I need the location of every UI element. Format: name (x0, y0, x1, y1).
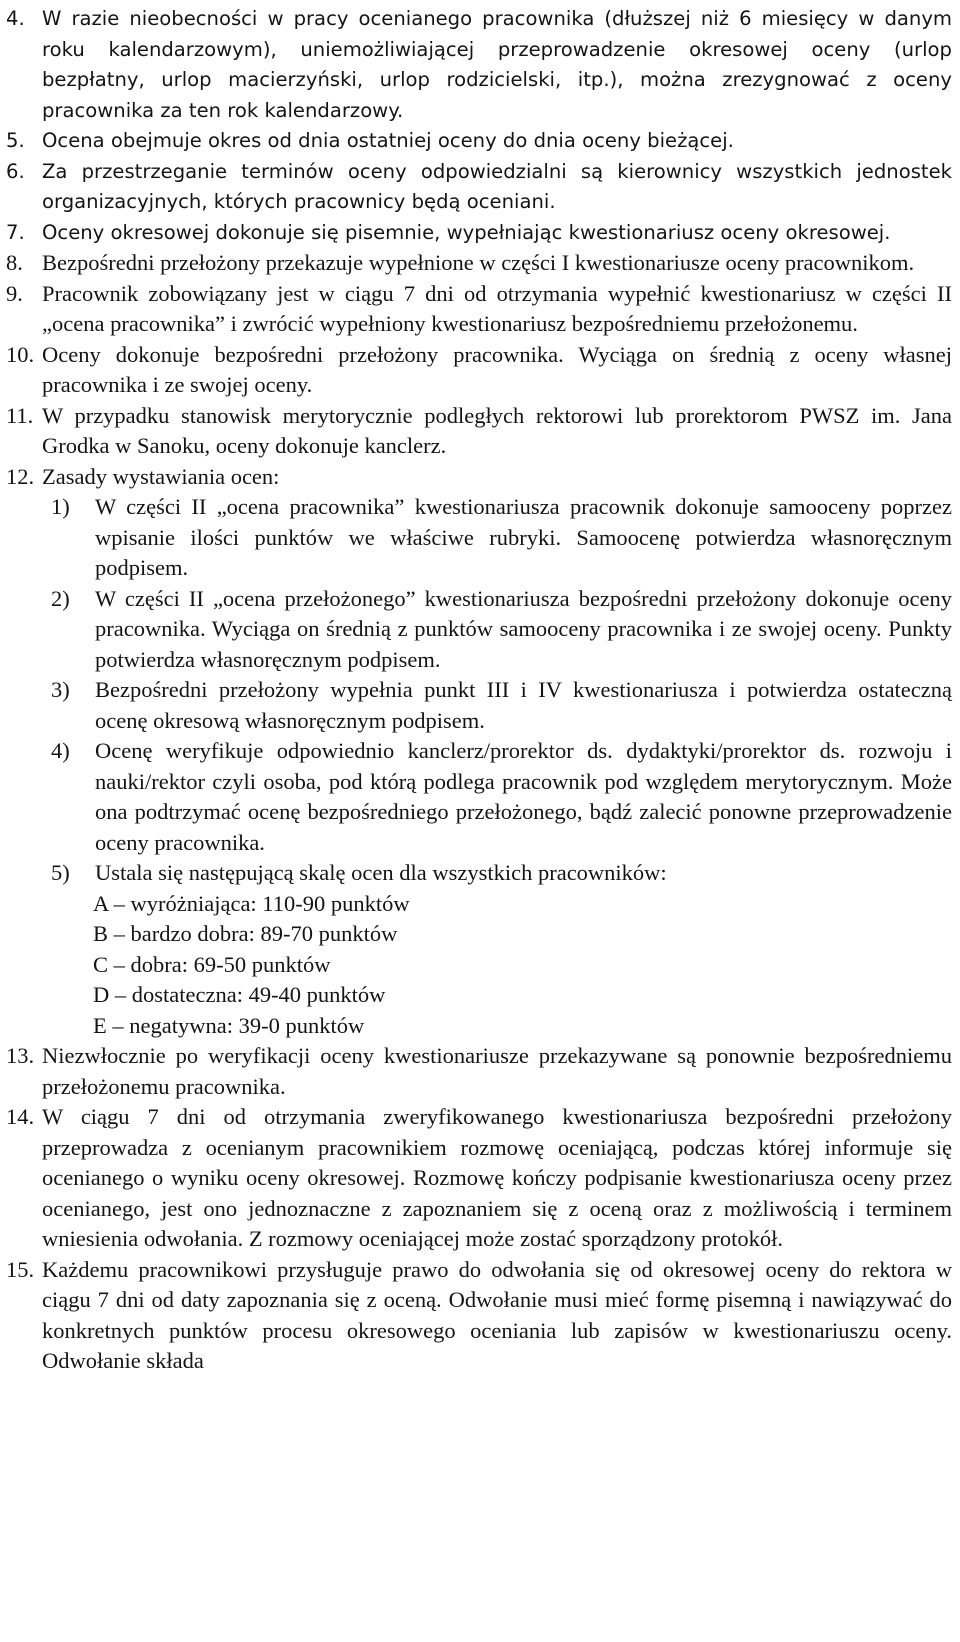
item-text: Za przestrzeganie terminów oceny odpowiedzialni są kierownicy wszystkich jednostek organizacyjnych, których pracownicy będą oceniani. (42, 159, 952, 213)
list-item (6, 218, 952, 249)
sub-item-number: 4) (51, 738, 70, 763)
item-text: Oceny dokonuje bezpośredni przełożony pracownika. Wyciąga on średnią z oceny własnej pracownika i ze swojej oceny. (42, 341, 952, 397)
item-text: Każdemu pracownikowi przysługuje prawo do odwołania się od okresowej oceny do rektora w ciągu 7 dni od daty zapoznania się z oceną. Odwołanie musi mieć formę pisemną i nawiązywać do konkretnych punktów procesu okresowego oceniania lub zapisów w kwestionariuszu oceny. Odwołanie składa (42, 1256, 952, 1373)
item-number: 10. (6, 341, 35, 367)
item-number: 9. (6, 280, 23, 306)
sub-list-item (51, 675, 952, 736)
item-number: 7. (6, 220, 25, 244)
list-item (6, 279, 952, 340)
item-text: W razie nieobecności w pracy ocenianego pracownika (dłuższej niż 6 miesięcy w danym roku kalendarzowym), uniemożliwiającej przeprowadzenie okresowej oceny (urlop bezpłatny, urlop macierzyński, urlop rodzicielski, itp.), można zrezygnować z oceny pracownika za ten rok kalendarzowy. (42, 7, 952, 122)
list-item (6, 4, 952, 126)
item-text: W przypadku stanowisk merytorycznie podległych rektorowi lub prorektorom PWSZ im. Jana Grodka w Sanoku, oceny dokonuje kanclerz. (42, 402, 952, 458)
item-text: W ciągu 7 dni od otrzymania zweryfikowanego kwestionariusza bezpośredni przełożony przeprowadza z ocenianym pracownikiem rozmowę oceniającą, podczas której informuje się ocenianego o wyniku oceny okresowej. Rozmowę kończy podpisanie kwestionariusza oceny przez ocenianego, jest ono jednoznaczne z zapoznaniem się z oceną oraz z możliwością i terminem wniesienia odwołania. Z rozmowy oceniającej może zostać sporządzony protokół. (42, 1104, 952, 1251)
list-item (6, 401, 952, 462)
sub-item-number: 1) (51, 494, 70, 519)
item-text: Pracownik zobowiązany jest w ciągu 7 dni od otrzymania wypełnić kwestionariusz w części II „ocena pracownika” i zwrócić wypełniony kwestionariusz bezpośredniemu przełożonemu. (42, 280, 952, 336)
grade-scale-line: D – dostateczna: 49-40 punktów (93, 982, 386, 1007)
grade-scale-line: E – negatywna: 39-0 punktów (93, 1012, 365, 1038)
item-text: Niezwłocznie po weryfikacji oceny kwestionariusze przekazywane są ponownie bezpośredniemu przełożonemu pracownika. (42, 1043, 952, 1099)
list-item (6, 126, 952, 157)
sub-item-text: Ocenę weryfikuje odpowiednio kanclerz/prorektor ds. dydaktyki/prorektor ds. rozwoju i nauki/rektor czyli osoba, pod którą podlega pracownik pod względem merytorycznym. Może ona podtrzymać ocenę bezpośredniego przełożonego, bądź zalecić ponowne przeprowadzenie oceny pracownika. (95, 738, 952, 855)
sub-list-item (51, 584, 952, 676)
list-item (6, 1255, 952, 1377)
sub-list-item (51, 736, 952, 858)
sub-list-item (51, 858, 952, 889)
item-number: 8. (6, 250, 23, 275)
sub-item-number: 5) (51, 860, 70, 885)
item-number: 14. (6, 1104, 35, 1129)
sub-list-item (51, 492, 952, 584)
item-text: Oceny okresowej dokonuje się pisemnie, wypełniając kwestionariusz oceny okresowej. (42, 220, 891, 244)
list-item (6, 248, 952, 279)
sub-item-text: Ustala się następującą skalę ocen dla wszystkich pracowników: (95, 860, 667, 885)
list-item (6, 1041, 952, 1102)
item-text: Ocena obejmuje okres od dnia ostatniej oceny do dnia oceny bieżącej. (42, 129, 734, 152)
list-item (6, 1102, 952, 1255)
item-number: 6. (6, 159, 25, 183)
grade-scale-line: A – wyróżniająca: 110-90 punktów (93, 890, 410, 916)
sub-item-number: 2) (51, 585, 70, 611)
list-item (6, 157, 952, 218)
grade-scale-line: B – bardzo dobra: 89-70 punktów (93, 921, 398, 946)
item-number: 5. (6, 129, 25, 152)
item-number: 4. (6, 7, 25, 30)
sub-item-text: W części II „ocena przełożonego” kwestionariusza bezpośredni przełożony dokonuje oceny pracownika. Wyciąga on średnią z punktów samooceny pracownika i ze swojej oceny. Punkty potwierdza własnoręcznym podpisem. (95, 585, 952, 672)
grade-scale-line: C – dobra: 69-50 punktów (93, 951, 331, 977)
sub-item-text: W części II „ocena pracownika” kwestionariusza pracownik dokonuje samooceny poprzez wpisanie ilości punktów we właściwe rubryki. Samoocenę potwierdza własnoręcznym podpisem. (95, 494, 952, 580)
item-number: 11. (6, 402, 34, 428)
item-number: 15. (6, 1256, 35, 1282)
sub-item-number: 3) (51, 677, 70, 702)
item-number: 12. (6, 463, 35, 489)
item-text: Zasady wystawiania ocen: (42, 463, 280, 489)
sub-item-text: Bezpośredni przełożony wypełnia punkt III i IV kwestionariusza i potwierdza ostateczną ocenę okresową własnoręcznym podpisem. (95, 677, 952, 733)
list-item (6, 462, 952, 493)
list-item (6, 340, 952, 401)
item-number: 13. (6, 1043, 35, 1068)
item-text: Bezpośredni przełożony przekazuje wypełnione w części I kwestionariusze oceny pracownikom. (42, 250, 915, 275)
